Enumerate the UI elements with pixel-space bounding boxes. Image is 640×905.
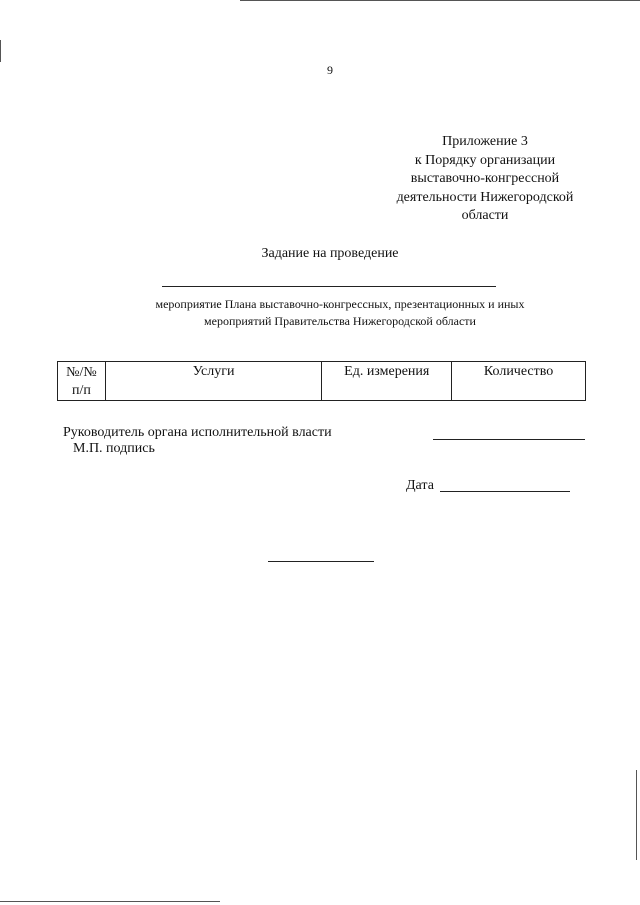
task-title: Задание на проведение (261, 246, 399, 261)
appendix-line-4: деятельности Нижегородской (396, 189, 574, 205)
appendix-line-2: к Порядку организации (414, 152, 556, 168)
event-description-line-2: мероприятий Правительства Нижегородской области (204, 314, 476, 328)
header-unit: Ед. измерения (322, 362, 452, 401)
scan-edge-mark-bottom (0, 901, 220, 902)
end-separator-line (268, 561, 374, 562)
header-number-line-1: №/№ (66, 365, 97, 380)
appendix-block (380, 133, 590, 226)
scan-edge-mark-left (0, 40, 1, 62)
stamp-signature-label: М.П. подпись (73, 441, 155, 456)
date-blank-line (440, 491, 570, 492)
scan-edge-mark-right (636, 770, 637, 860)
event-name-blank-line (162, 286, 496, 287)
event-description-line-1: мероприятие Плана выставочно-конгрессных, презентационных и иных (155, 297, 525, 311)
header-services: Услуги (105, 362, 321, 401)
appendix-line-1: Приложение 3 (442, 134, 528, 149)
header-quantity: Количество (452, 362, 586, 401)
header-number-line-2: п/п (72, 383, 91, 398)
table-header-row (58, 362, 586, 401)
appendix-line-3: выставочно-конгрессной (410, 171, 560, 186)
appendix-line-5: области (461, 208, 509, 223)
page-number: 9 (327, 63, 333, 77)
signature-blank-line (433, 439, 585, 440)
header-number (58, 362, 106, 401)
event-description (110, 296, 570, 330)
scan-edge-mark-top (240, 0, 640, 1)
services-table (57, 361, 586, 401)
head-of-authority-label: Руководитель органа исполнительной власти (63, 425, 332, 440)
date-label: Дата (406, 478, 434, 493)
